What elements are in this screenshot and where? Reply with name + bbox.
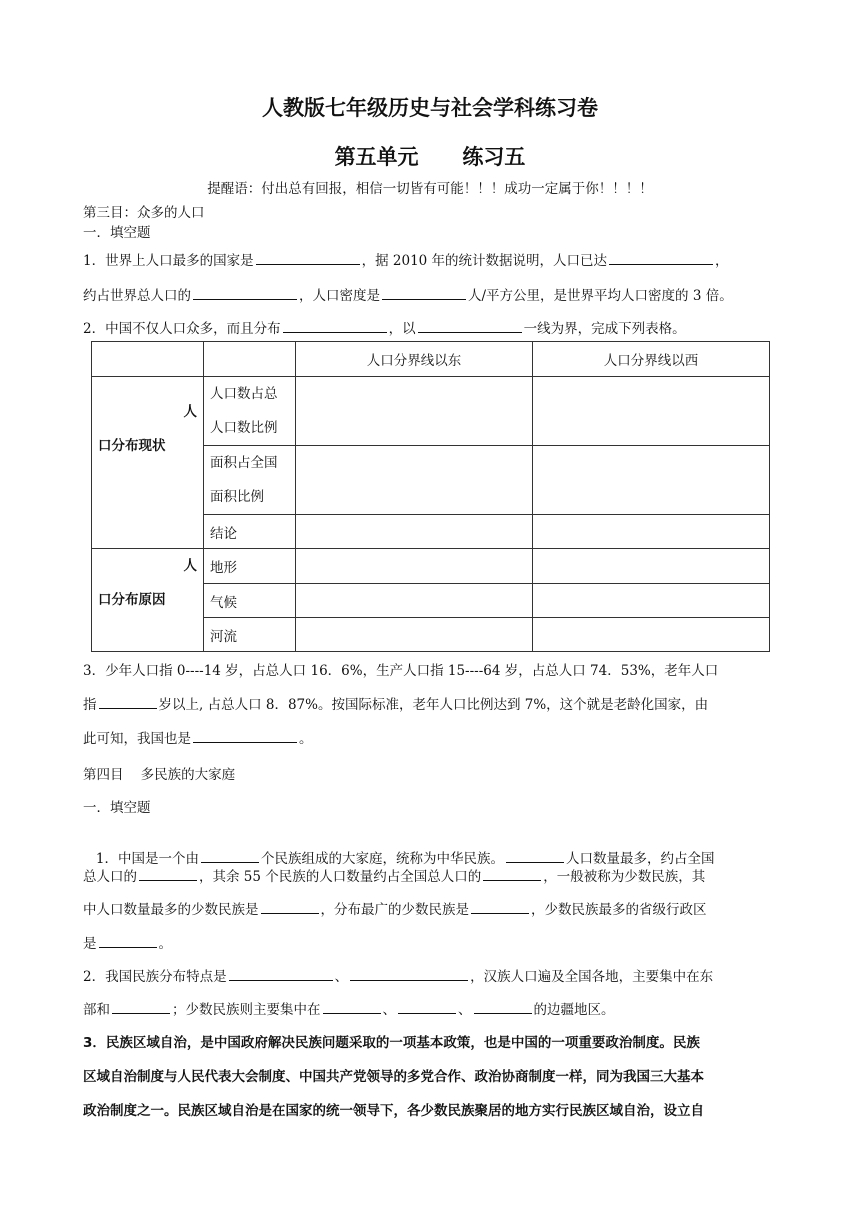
row-label-population-ratio: 人口数占总 人口数比例 <box>204 377 296 446</box>
answer-blank[interactable] <box>193 285 297 300</box>
answer-blank[interactable] <box>506 848 564 863</box>
answer-cell[interactable] <box>296 584 533 618</box>
s4-q1-line1: 1．中国是一个由 个民族组成的大家庭，统称为中华民族。 人口数量最多，约占全国 <box>83 831 783 867</box>
table-corner-cell <box>204 342 296 377</box>
answer-blank[interactable] <box>483 866 541 881</box>
s4-q1-line2: 总人口的 ，其余 55 个民族的人口数量约占全国总人口的 ，一般被称为少数民族，其 <box>83 865 783 885</box>
s3-q2-line: 2．中国不仅人口众多，而且分布 ，以 一线为界，完成下列表格。 <box>83 317 783 337</box>
answer-cell[interactable] <box>296 377 533 446</box>
answer-cell[interactable] <box>296 618 533 652</box>
s4-q3-line3: 政治制度之一。民族区域自治是在国家的统一领导下，各少数民族聚居的地方实行民族区域自治，设立自 <box>83 1103 704 1119</box>
answer-blank[interactable] <box>193 728 297 743</box>
answer-cell[interactable] <box>296 446 533 515</box>
answer-blank[interactable] <box>99 694 157 709</box>
row-group-causes: 人 口分布原因 <box>92 549 204 652</box>
section4-heading: 第四目 多民族的大家庭 <box>83 767 236 783</box>
s3-q3-line3: 此可知，我国也是 。 <box>83 727 783 747</box>
s3-q3-line1: 3．少年人口指 0----14 岁，占总人口 16．6%，生产人口指 15----64 岁，占总人口 74．53%，老年人口 <box>83 663 719 679</box>
answer-blank[interactable] <box>201 848 259 863</box>
answer-cell[interactable] <box>533 515 770 549</box>
s4-q1-line3: 中人口数量最多的少数民族是 ，分布最广的少数民族是 ，少数民族最多的省级行政区 <box>83 898 783 918</box>
answer-cell[interactable] <box>533 549 770 584</box>
unit-subtitle: 第五单元 练习五 <box>334 145 526 169</box>
answer-blank[interactable] <box>398 999 456 1014</box>
answer-blank[interactable] <box>474 999 532 1014</box>
answer-blank[interactable] <box>283 318 387 333</box>
answer-blank[interactable] <box>382 285 466 300</box>
answer-blank[interactable] <box>471 899 529 914</box>
section3-part: 一．填空题 <box>83 225 151 241</box>
answer-blank[interactable] <box>229 966 333 981</box>
section4-part: 一．填空题 <box>83 800 151 816</box>
answer-blank[interactable] <box>256 250 360 265</box>
s4-q3-line1: 3．民族区域自治，是中国政府解决民族问题采取的一项基本政策，也是中国的一项重要政治制度。民族 <box>83 1035 700 1051</box>
answer-blank[interactable] <box>112 999 170 1014</box>
s4-q2-line2: 部和 ；少数民族则主要集中在 、 、 的边疆地区。 <box>83 998 783 1018</box>
s3-q3-line2: 指 岁以上, 占总人口 8．87%。按国际标准，老年人口比例达到 7%，这个就是老龄化国家，由 <box>83 693 783 713</box>
answer-blank[interactable] <box>418 318 522 333</box>
answer-cell[interactable] <box>296 549 533 584</box>
col-header-east: 人口分界线以东 <box>296 342 533 377</box>
answer-blank[interactable] <box>139 866 197 881</box>
s3-q1-line2: 约占世界总人口的 ，人口密度是 人/平方公里，是世界平均人口密度的 3 倍。 <box>83 284 783 304</box>
row-label-area-ratio: 面积占全国 面积比例 <box>204 446 296 515</box>
row-label-conclusion: 结论 <box>204 515 296 549</box>
row-group-status: 人 口分布现状 <box>92 377 204 549</box>
row-label-terrain: 地形 <box>204 549 296 584</box>
s4-q3-line2: 区域自治制度与人民代表大会制度、中国共产党领导的多党合作、政治协商制度一样，同为我国三大基本 <box>83 1069 704 1085</box>
answer-blank[interactable] <box>323 999 381 1014</box>
s3-q1-line1: 1．世界上人口最多的国家是 ，据 2010 年的统计数据说明，人口已达 ， <box>83 249 783 269</box>
population-table <box>91 341 770 652</box>
s4-q1-line4: 是 。 <box>83 932 783 952</box>
answer-blank[interactable] <box>99 933 157 948</box>
s4-q2-line1: 2．我国民族分布特点是 、 ，汉族人口遍及全国各地，主要集中在东 <box>83 965 783 985</box>
row-label-climate: 气候 <box>204 584 296 618</box>
answer-cell[interactable] <box>533 618 770 652</box>
row-label-rivers: 河流 <box>204 618 296 652</box>
answer-cell[interactable] <box>533 377 770 446</box>
answer-cell[interactable] <box>296 515 533 549</box>
answer-blank[interactable] <box>350 966 468 981</box>
reminder-text: 提醒语：付出总有回报，相信一切皆有可能！！！成功一定属于你！！！！ <box>207 181 653 197</box>
col-header-west: 人口分界线以西 <box>533 342 770 377</box>
page-title: 人教版七年级历史与社会学科练习卷 <box>262 96 598 120</box>
answer-blank[interactable] <box>609 250 713 265</box>
answer-cell[interactable] <box>533 584 770 618</box>
section3-heading: 第三目：众多的人口 <box>83 205 205 221</box>
answer-blank[interactable] <box>261 899 319 914</box>
answer-cell[interactable] <box>533 446 770 515</box>
table-corner-cell <box>92 342 204 377</box>
